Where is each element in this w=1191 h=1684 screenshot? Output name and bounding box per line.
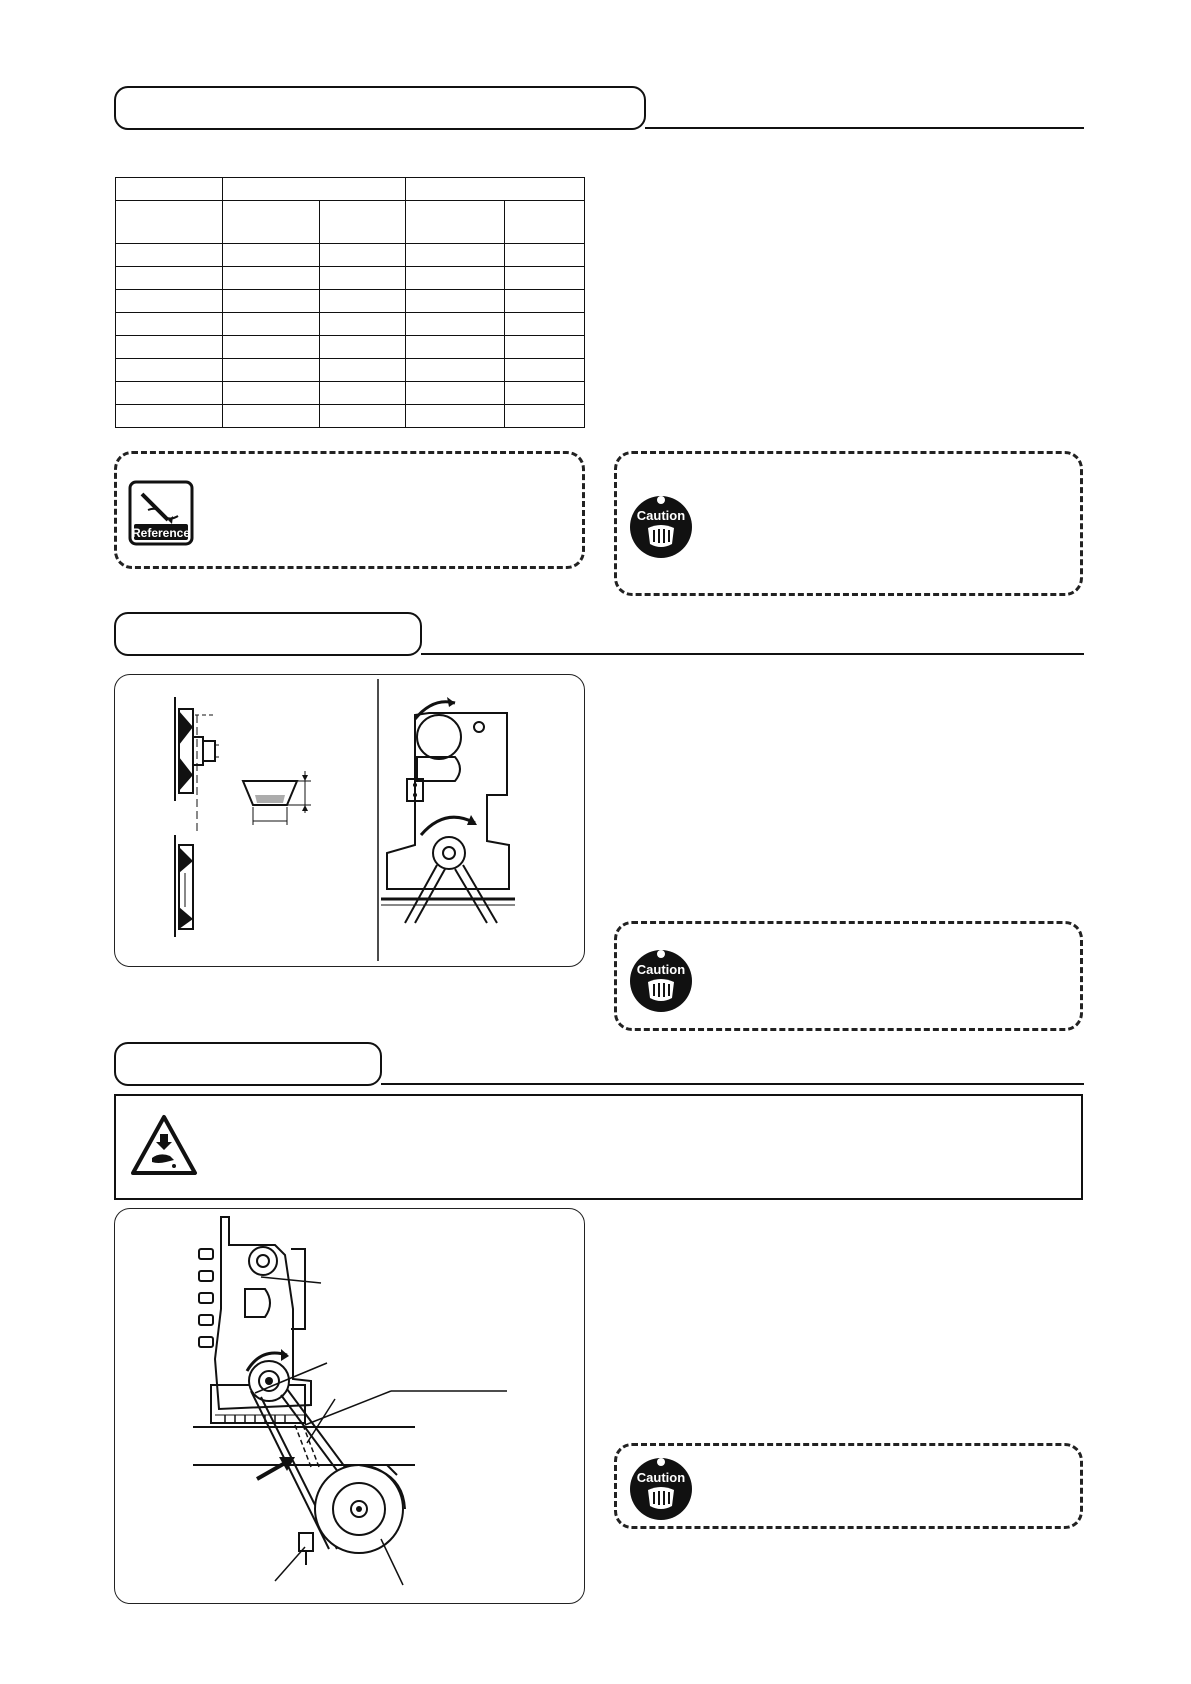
section-3-title-tab xyxy=(114,1042,382,1086)
table-row xyxy=(116,178,585,201)
table-cell xyxy=(223,178,406,201)
section-1-rule xyxy=(645,127,1084,129)
table-row xyxy=(116,267,585,290)
table-row xyxy=(116,313,585,336)
table-cell xyxy=(320,201,406,244)
pulley-figure-box xyxy=(114,674,585,967)
table-cell xyxy=(116,201,223,244)
caution-icon-label: Caution xyxy=(636,962,686,977)
spec-table xyxy=(115,177,585,428)
belt-installation-figure xyxy=(115,1209,586,1605)
table-row xyxy=(116,201,585,244)
caution-icon-label: Caution xyxy=(636,1470,686,1485)
caution-icon xyxy=(628,494,694,560)
section-2-rule xyxy=(421,653,1084,655)
caution-icon-label: Caution xyxy=(636,508,686,523)
table-row xyxy=(116,290,585,313)
table-cell xyxy=(406,201,505,244)
section-2-title-tab xyxy=(114,612,422,656)
section-1-title-tab xyxy=(114,86,646,130)
table-cell xyxy=(223,201,320,244)
reference-icon xyxy=(128,480,194,546)
hand-hazard-warning-icon xyxy=(130,1114,198,1176)
caution-icon xyxy=(628,948,694,1014)
reference-icon-label: Reference xyxy=(131,526,191,540)
caution-icon xyxy=(628,1456,694,1522)
pulley-figure xyxy=(115,675,586,968)
table-row xyxy=(116,382,585,405)
table-cell xyxy=(406,178,585,201)
table-cell xyxy=(116,178,223,201)
section-3-rule xyxy=(381,1083,1084,1085)
table-row xyxy=(116,244,585,267)
warning-box xyxy=(114,1094,1083,1200)
table-row xyxy=(116,359,585,382)
belt-installation-figure-box xyxy=(114,1208,585,1604)
table-cell xyxy=(505,201,585,244)
table-row xyxy=(116,336,585,359)
table-row xyxy=(116,405,585,428)
